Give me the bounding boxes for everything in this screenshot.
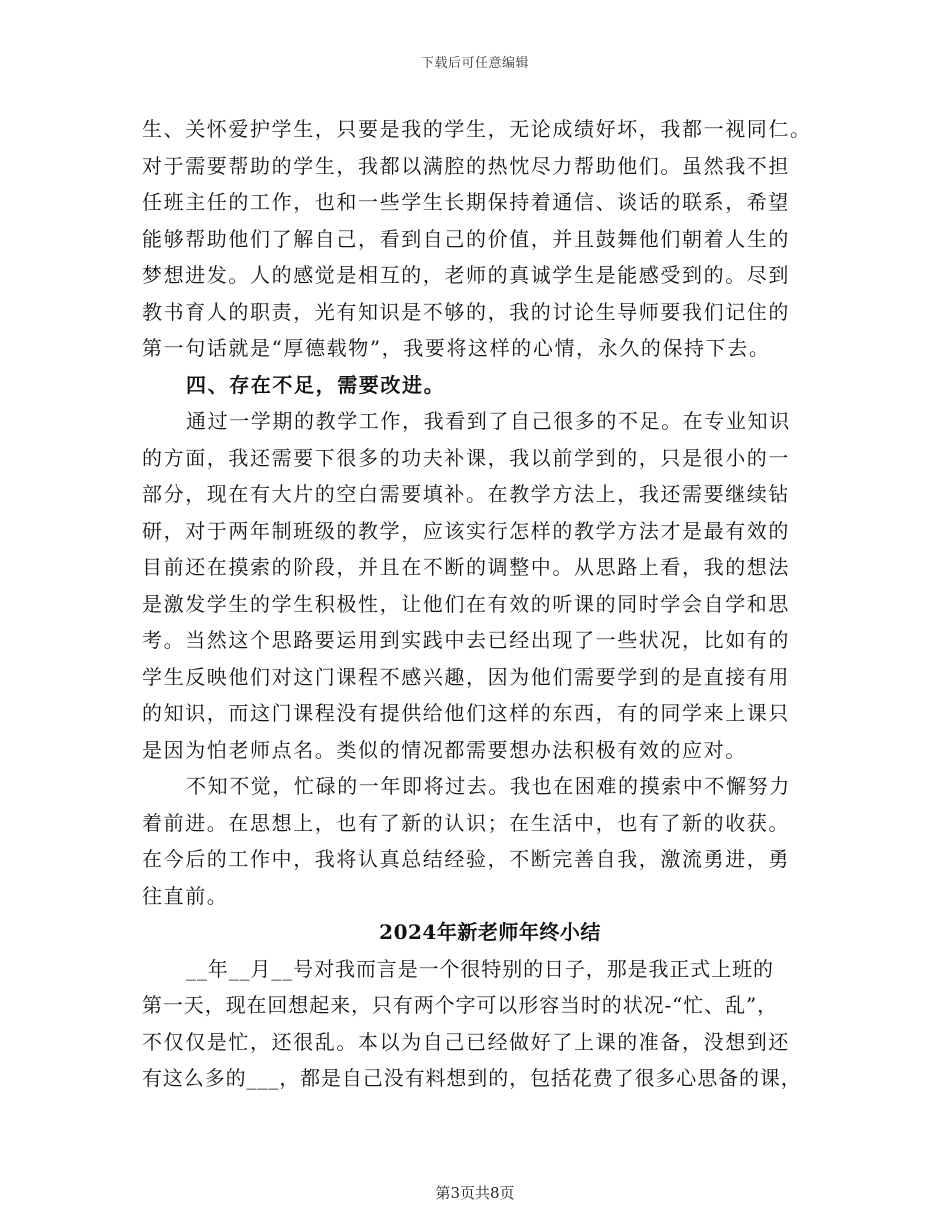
paragraph-line: 教书育人的职责，光有知识是不够的，我的讨论生导师要我们记住的 bbox=[142, 299, 790, 324]
paragraph-line: 往直前。 bbox=[142, 883, 229, 908]
paragraph-line: 第一句话就是“厚德载物”，我要将这样的心情，永久的保持下去。 bbox=[142, 336, 771, 360]
paragraph-line: 部分，现在有大片的空白需要填补。在教学方法上，我还需要继续钻 bbox=[142, 482, 790, 506]
paragraph-line: 研，对于两年制班级的教学，应该实行怎样的教学方法才是最有效的 bbox=[142, 518, 790, 543]
paragraph-line: 通过一学期的教学工作，我看到了自己很多的不足。在专业知识 bbox=[186, 409, 791, 433]
paragraph-line: 学生反映他们对这门课程不感兴趣，因为他们需要学到的是直接有用 bbox=[142, 664, 790, 689]
paragraph-line: 对于需要帮助的学生，我都以满腔的热忱尽力帮助他们。虽然我不担 bbox=[142, 153, 790, 178]
section-heading: 四、存在不足，需要改进。 bbox=[186, 372, 446, 397]
paragraph-line: 第一天，现在回想起来，只有两个字可以形容当时的状况-“忙、乱”， bbox=[142, 993, 779, 1017]
paragraph-line: 不仅仅是忙，还很乱。本以为自己已经做好了上课的准备，没想到还 bbox=[142, 1029, 790, 1054]
paragraph-line: 任班主任的工作，也和一些学生长期保持着通信、谈话的联系，希望 bbox=[142, 190, 790, 214]
page-header: 下载后可任意编辑 bbox=[420, 56, 529, 71]
document-title: 2024年新老师年终小结 bbox=[379, 920, 601, 944]
paragraph-line: 有这么多的___，都是自己没有料想到的，包括花费了很多心思备的课， bbox=[142, 1066, 802, 1090]
paragraph-line: 的知识，而这门课程没有提供给他们这样的东西，有的同学来上课只 bbox=[142, 701, 790, 725]
paragraph-line: 是因为怕老师点名。类似的情况都需要想办法积极有效的应对。 bbox=[142, 737, 747, 762]
paragraph-line: 着前进。在思想上，也有了新的认识；在生活中，也有了新的收获。 bbox=[142, 810, 790, 835]
paragraph-line: 目前还在摸索的阶段，并且在不断的调整中。从思路上看，我的想法 bbox=[142, 555, 790, 579]
paragraph-line: 不知不觉，忙碌的一年即将过去。我也在困难的摸索中不懈努力 bbox=[186, 774, 791, 798]
document-body bbox=[142, 111, 818, 1097]
page-footer: 第3页共8页 bbox=[435, 1184, 515, 1202]
paragraph-line: 的方面，我还需要下很多的功夫补课，我以前学到的，只是很小的一 bbox=[142, 445, 790, 470]
paragraph-line: 生、关怀爱护学生，只要是我的学生，无论成绩好坏，我都一视同仁。 bbox=[142, 117, 812, 141]
paragraph-line: 在今后的工作中，我将认真总结经验，不断完善自我，激流勇进，勇 bbox=[142, 847, 790, 871]
paragraph-line: 梦想进发。人的感觉是相互的，老师的真诚学生是能感受到的。尽到 bbox=[142, 263, 790, 287]
paragraph-line: 是激发学生的学生积极性，让他们在有效的听课的同时学会自学和思 bbox=[142, 591, 790, 616]
paragraph-line: __年__月__号对我而言是一个很特别的日子，那是我正式上班的 bbox=[186, 956, 774, 981]
paragraph-line: 考。当然这个思路要运用到实践中去已经出现了一些状况，比如有的 bbox=[142, 628, 790, 652]
paragraph-line: 能够帮助他们了解自己，看到自己的价值，并且鼓舞他们朝着人生的 bbox=[142, 226, 790, 251]
